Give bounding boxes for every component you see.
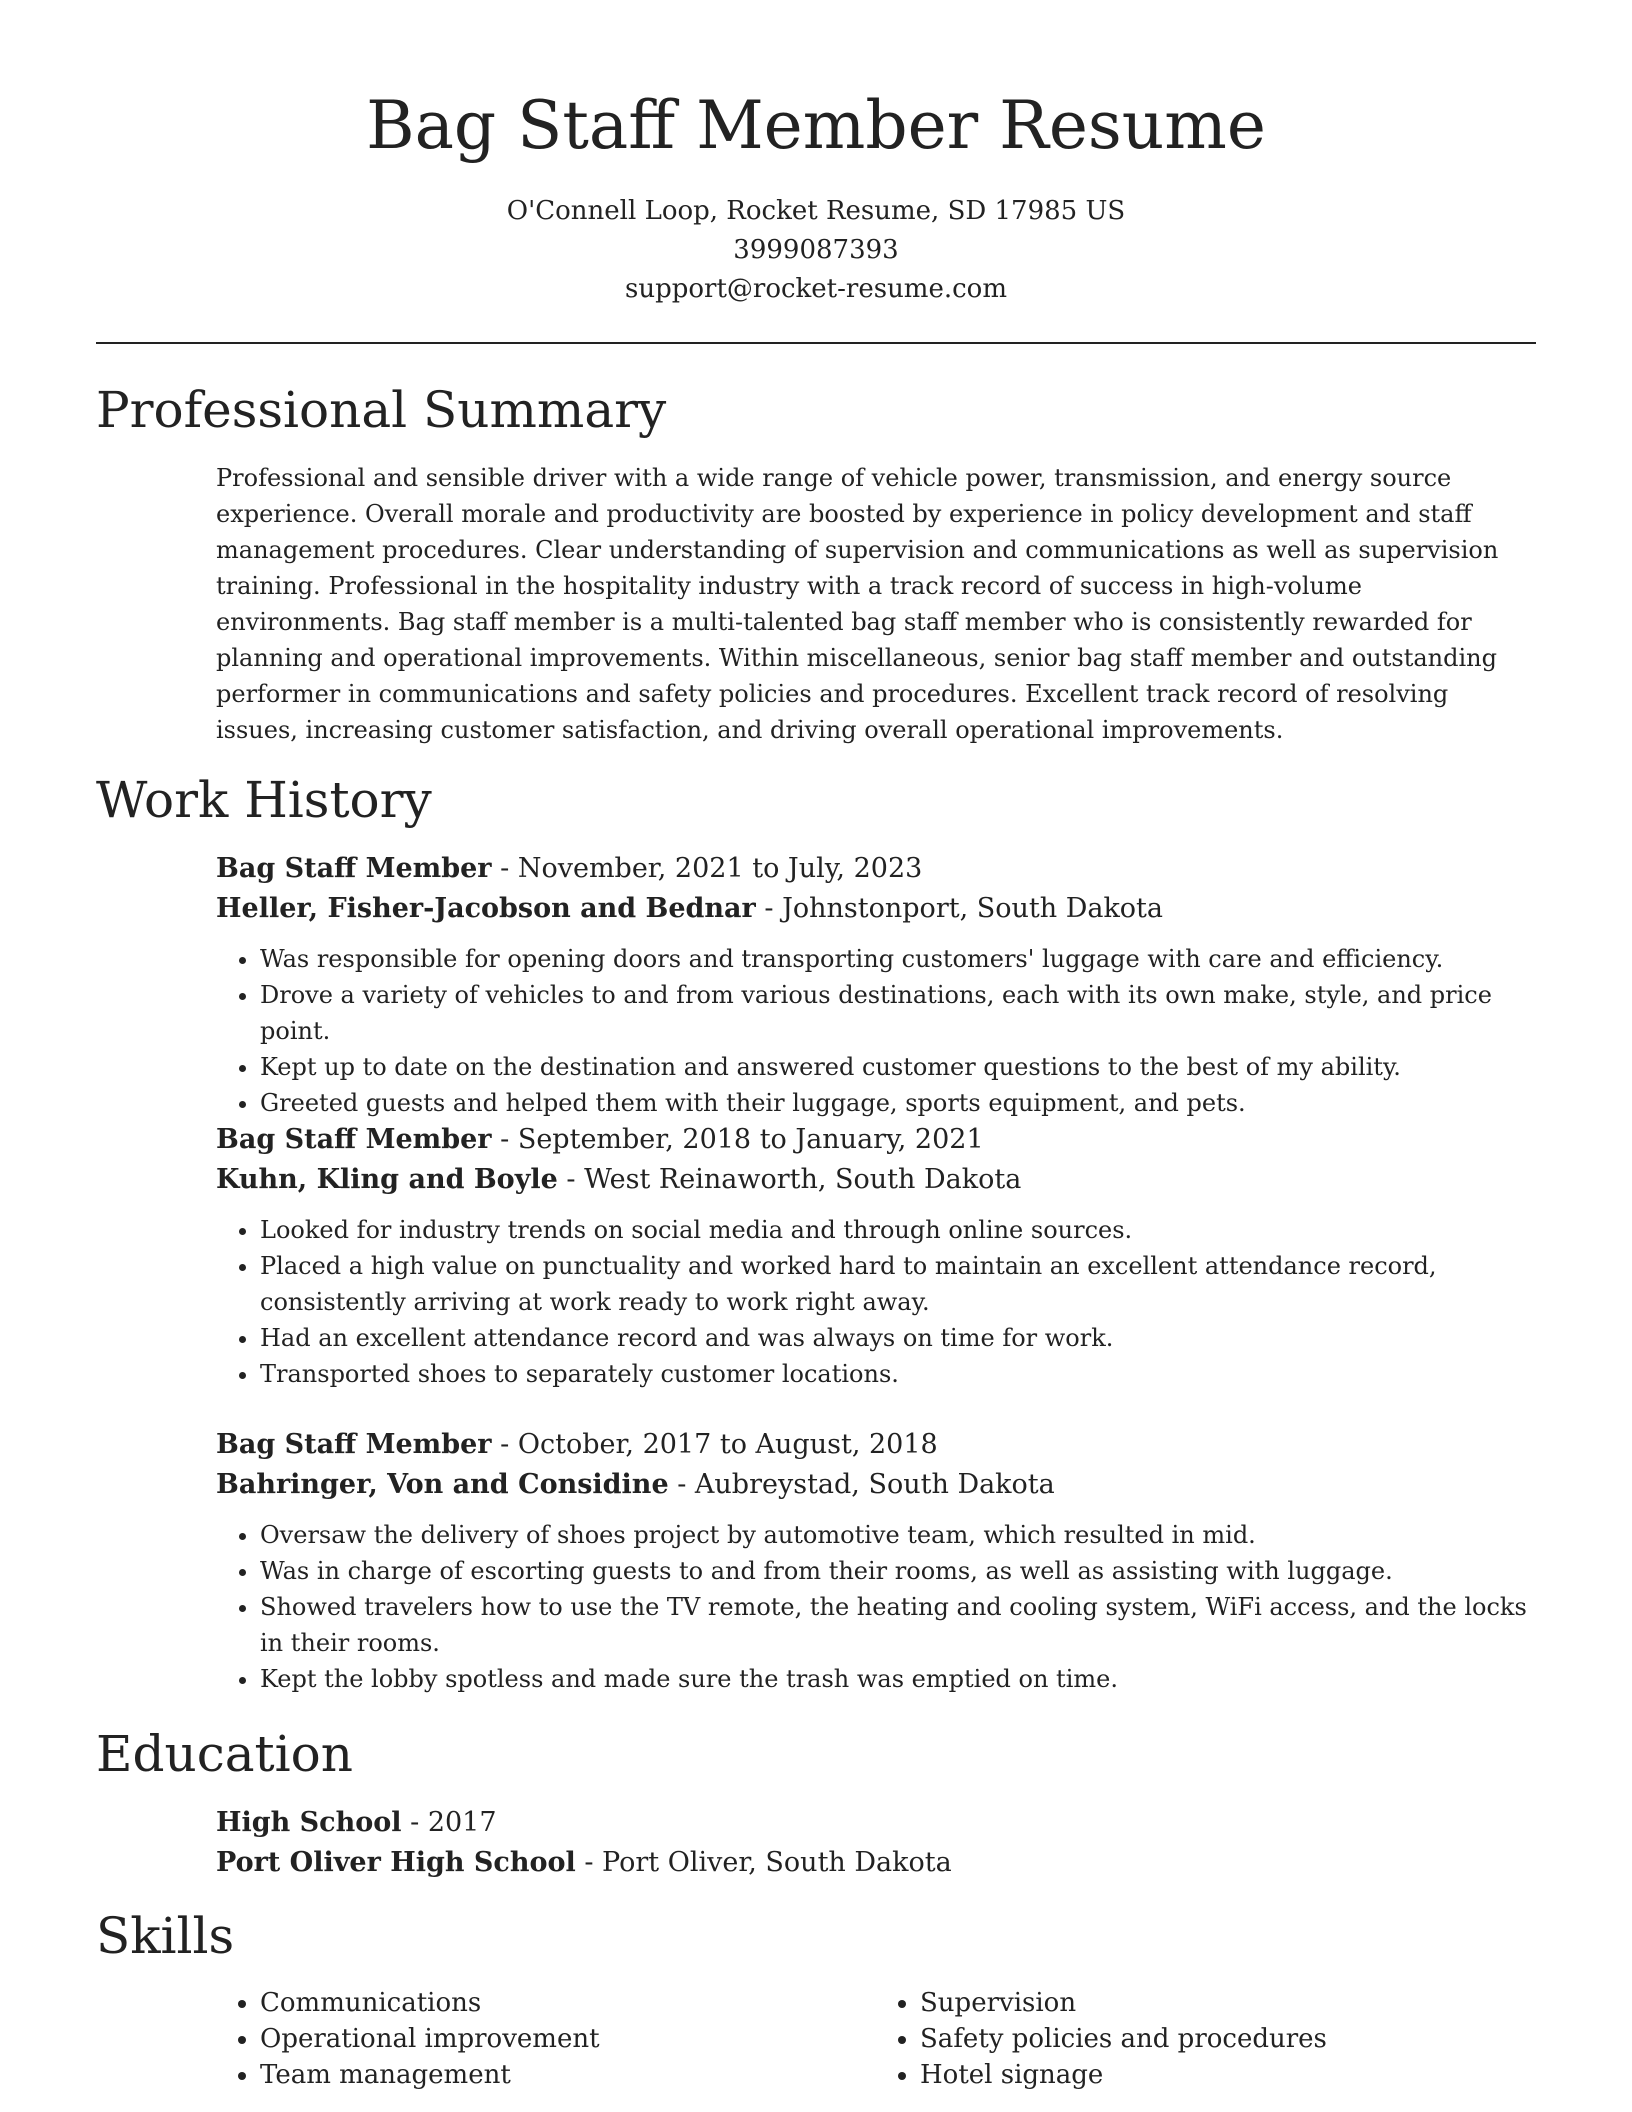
skills-list-right [876, 1985, 1536, 2093]
education-school-line [216, 1843, 1536, 1883]
job-company-line [216, 889, 1536, 929]
skills-list-left [216, 1985, 876, 2093]
job-bullet: • Was responsible for opening doors and transporting customers' luggage with care and efficiency. [260, 941, 1536, 977]
job-bullet: • Showed travelers how to use the TV remote, the heating and cooling system, WiFi access, and the locks in their rooms. [260, 1589, 1536, 1661]
job-role: Bag Staff Member [216, 1124, 492, 1155]
education-location: - Port Oliver, South Dakota [575, 1847, 952, 1878]
job-dates: - September, 2018 to January, 2021 [491, 1124, 984, 1155]
address: O'Connell Loop, Rocket Resume, SD 17985 US [506, 196, 1126, 226]
education-degree: High School [216, 1807, 402, 1838]
job-bullet: • Looked for industry trends on social media and through online sources. [260, 1212, 1536, 1248]
job-role: Bag Staff Member [216, 1429, 492, 1460]
section-title-education: Education [96, 1725, 353, 1783]
job-bullet: • Placed a high value on punctuality and worked hard to maintain an excellent attendance record, consistently arriving at work ready to work right away. [260, 1248, 1536, 1320]
skills-columns [216, 1985, 1536, 2093]
skill-item: • Safety policies and procedures [920, 2021, 1536, 2057]
summary-section [216, 460, 1536, 748]
job-bullet: • Kept up to date on the destination and answered customer questions to the best of my ability. [260, 1049, 1536, 1085]
job-entry [216, 1120, 1536, 1392]
skill-item: • Team management [260, 2057, 876, 2093]
education-school: Port Oliver High School [216, 1847, 576, 1878]
phone: 3999087393 [733, 235, 899, 265]
skill-item: • Supervision [920, 1985, 1536, 2021]
job-company: Heller, Fisher-Jacobson and Bednar [216, 893, 756, 924]
job-role: Bag Staff Member [216, 853, 492, 884]
education-year: - 2017 [401, 1807, 497, 1838]
job-bullet: • Transported shoes to separately customer locations. [260, 1356, 1536, 1392]
email: support@rocket-resume.com [624, 274, 1007, 304]
job-company-line [216, 1160, 1536, 1200]
job-bullet: • Greeted guests and helped them with their luggage, sports equipment, and pets. [260, 1085, 1536, 1121]
education-entry [216, 1803, 1536, 1883]
job-company: Bahringer, Von and Considine [216, 1469, 669, 1500]
job-company: Kuhn, Kling and Boyle [216, 1164, 558, 1195]
job-title-line [216, 849, 1536, 889]
section-title-work-history: Work History [96, 771, 432, 829]
education-degree-line [216, 1803, 1536, 1843]
job-dates: - November, 2021 to July, 2023 [491, 853, 923, 884]
job-entry [216, 849, 1536, 1121]
job-bullet: • Kept the lobby spotless and made sure the trash was emptied on time. [260, 1661, 1536, 1697]
job-title-line [216, 1120, 1536, 1160]
job-bullet: • Had an excellent attendance record and was always on time for work. [260, 1320, 1536, 1356]
job-entry [216, 1425, 1536, 1697]
header-divider [96, 342, 1536, 344]
job-company-line [216, 1465, 1536, 1505]
section-title-skills: Skills [96, 1907, 235, 1965]
job-bullet-list [216, 1517, 1536, 1697]
job-bullet: • Was in charge of escorting guests to and from their rooms, as well as assisting with luggage. [260, 1553, 1536, 1589]
job-bullet: • Oversaw the delivery of shoes project by automotive team, which resulted in mid. [260, 1517, 1536, 1553]
skills-section [216, 1985, 1536, 2093]
job-location: - Aubreystad, South Dakota [668, 1469, 1055, 1500]
skill-item: • Communications [260, 1985, 876, 2021]
job-title-line [216, 1425, 1536, 1465]
skill-item: • Operational improvement [260, 2021, 876, 2057]
job-bullet: • Drove a variety of vehicles to and from various destinations, each with its own make, style, and price point. [260, 977, 1536, 1049]
resume-title: Bag Staff Member Resume [366, 87, 1266, 164]
job-location: - Johnstonport, South Dakota [755, 893, 1164, 924]
job-bullet-list [216, 941, 1536, 1121]
job-dates: - October, 2017 to August, 2018 [491, 1429, 938, 1460]
job-bullet-list [216, 1212, 1536, 1392]
section-title-summary: Professional Summary [96, 381, 667, 439]
skill-item: • Hotel signage [920, 2057, 1536, 2093]
summary-text: Professional and sensible driver with a wide range of vehicle power, transmission, and energy source experience. Overall morale and productivity are boosted by experience in policy development and staff management procedures. Clear understanding of supervision and communications as well as supervision training. Professional in the hospitality industry with a track record of success in high-volume environments. Bag staff member is a multi-talented bag staff member who is consistently rewarded for planning and operational improvements. Within miscellaneous, senior bag staff member and outstanding performer in communications and safety policies and procedures. Excellent track record of resolving issues, increasing customer satisfaction, and driving overall operational improvements. [216, 464, 1499, 744]
contact-block [0, 192, 1632, 309]
job-location: - West Reinaworth, South Dakota [557, 1164, 1022, 1195]
